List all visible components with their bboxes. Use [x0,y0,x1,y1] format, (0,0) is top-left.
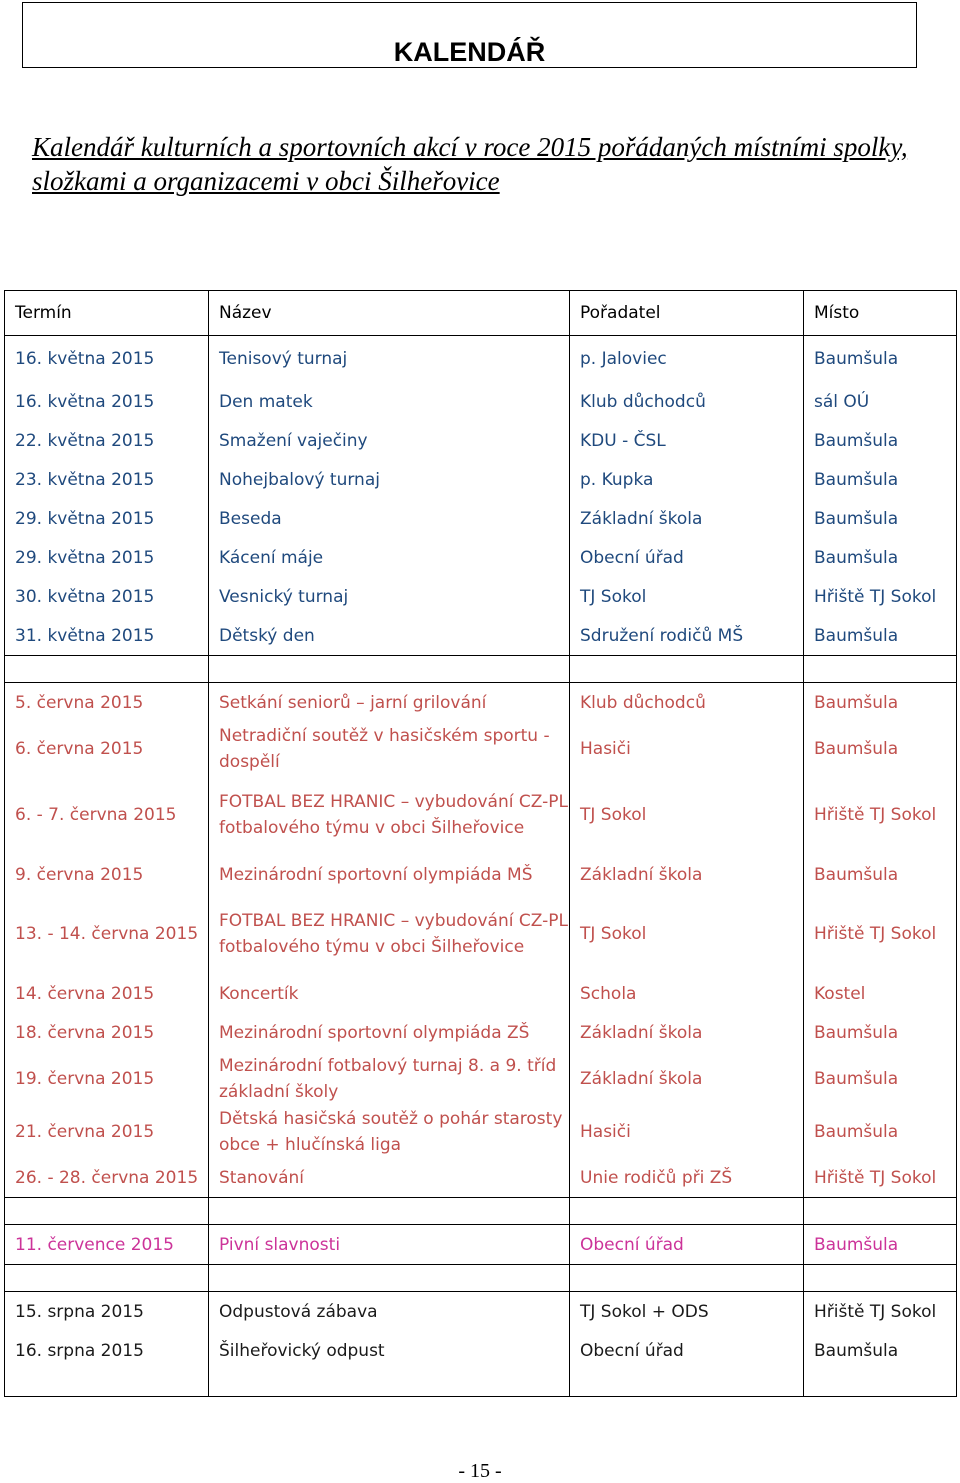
spacer-cell [570,656,804,683]
row-place: Baumšula [804,538,957,577]
row-organizer: TJ Sokol [570,894,804,974]
table-row [5,1331,957,1370]
table-row [5,775,957,855]
row-organizer: Základní škola [570,855,804,894]
row-organizer: Hasiči [570,722,804,775]
row-organizer: Unie rodičů při ZŠ [570,1158,804,1198]
row-date: 16. srpna 2015 [5,1331,209,1370]
row-name: Mezinárodní fotbalový turnaj 8. a 9. tříd základní školy [209,1052,570,1105]
row-name: Vesnický turnaj [209,577,570,616]
row-organizer: Obecní úřad [570,1225,804,1265]
table-row [5,577,957,616]
spacer-cell [804,656,957,683]
row-organizer: TJ Sokol [570,775,804,855]
page-number: - 15 - [458,1460,502,1482]
table-row [5,1105,957,1158]
row-place: Baumšula [804,421,957,460]
spacer-cell [5,1370,209,1397]
spacer-cell [804,1265,957,1292]
table-row [5,421,957,460]
row-name: Dětská hasičská soutěž o pohár starosty obce + hlučínská liga [209,1105,570,1158]
row-name: Nohejbalový turnaj [209,460,570,499]
table-header-row [5,291,957,336]
table-row [5,1292,957,1332]
row-name: Koncertík [209,974,570,1013]
spacer-cell [804,1198,957,1225]
table-row [5,1225,957,1265]
row-name: FOTBAL BEZ HRANIC – vybudování CZ-PL fotbalového týmu v obci Šilheřovice [209,894,570,974]
row-date: 9. června 2015 [5,855,209,894]
row-name: Kácení máje [209,538,570,577]
column-header-organizer: Pořadatel [570,291,804,336]
row-organizer: Základní škola [570,1052,804,1105]
row-organizer: Obecní úřad [570,538,804,577]
table-row [5,1052,957,1105]
row-place: sál OÚ [804,382,957,421]
row-place: Hřiště TJ Sokol [804,1292,957,1332]
row-place: Baumšula [804,1013,957,1052]
spacer-cell [209,656,570,683]
row-place: Hřiště TJ Sokol [804,775,957,855]
row-date: 6. - 7. června 2015 [5,775,209,855]
row-name: Pivní slavnosti [209,1225,570,1265]
column-header-name: Název [209,291,570,336]
row-organizer: KDU - ČSL [570,421,804,460]
row-organizer: Obecní úřad [570,1331,804,1370]
row-date: 16. května 2015 [5,382,209,421]
table-row [5,382,957,421]
row-place: Kostel [804,974,957,1013]
table-row [5,683,957,723]
row-name: Dětský den [209,616,570,656]
document-subtitle: Kalendář kulturních a sportovních akcí v roce 2015 pořádaných místními spolky, složkami a organizacemi v obci Šilheřovice [32,132,908,196]
row-organizer: Schola [570,974,804,1013]
table-row [5,499,957,538]
row-organizer: Hasiči [570,1105,804,1158]
row-organizer: TJ Sokol + ODS [570,1292,804,1332]
column-header-place: Místo [804,291,957,336]
row-date: 6. června 2015 [5,722,209,775]
table-row [5,1158,957,1198]
row-date: 16. května 2015 [5,336,209,383]
row-place: Hřiště TJ Sokol [804,1158,957,1198]
row-date: 15. srpna 2015 [5,1292,209,1332]
row-organizer: Klub důchodců [570,683,804,723]
row-place: Baumšula [804,336,957,383]
row-name: Smažení vaječiny [209,421,570,460]
row-date: 23. května 2015 [5,460,209,499]
row-place: Baumšula [804,1105,957,1158]
row-date: 30. května 2015 [5,577,209,616]
row-date: 22. května 2015 [5,421,209,460]
row-name: Šilheřovický odpust [209,1331,570,1370]
row-name: Mezinárodní sportovní olympiáda ZŠ [209,1013,570,1052]
row-date: 13. - 14. června 2015 [5,894,209,974]
spacer-cell [804,1370,957,1397]
table-row [5,855,957,894]
spacer-cell [5,656,209,683]
spacer-cell [209,1198,570,1225]
spacer-row [5,1198,957,1225]
spacer-cell [570,1198,804,1225]
spacer-cell [570,1370,804,1397]
column-header-date: Termín [5,291,209,336]
row-name: Den matek [209,382,570,421]
table-row [5,336,957,383]
row-organizer: p. Kupka [570,460,804,499]
table-row [5,538,957,577]
spacer-cell [5,1265,209,1292]
spacer-cell [209,1370,570,1397]
spacer-cell [570,1265,804,1292]
row-place: Baumšula [804,460,957,499]
calendar-table [4,290,957,1397]
row-place: Hřiště TJ Sokol [804,577,957,616]
row-name: Odpustová zábava [209,1292,570,1332]
row-name: Netradiční soutěž v hasičském sportu - dospělí [209,722,570,775]
row-organizer: Klub důchodců [570,382,804,421]
title-box [22,2,917,68]
row-organizer: Základní škola [570,499,804,538]
row-date: 19. června 2015 [5,1052,209,1105]
row-organizer: Sdružení rodičů MŠ [570,616,804,656]
row-place: Baumšula [804,1331,957,1370]
spacer-cell [5,1198,209,1225]
row-place: Baumšula [804,499,957,538]
row-name: Stanování [209,1158,570,1198]
row-date: 14. června 2015 [5,974,209,1013]
spacer-row [5,1370,957,1397]
row-place: Hřiště TJ Sokol [804,894,957,974]
row-name: FOTBAL BEZ HRANIC – vybudování CZ-PL fotbalového týmu v obci Šilheřovice [209,775,570,855]
row-date: 11. července 2015 [5,1225,209,1265]
row-place: Baumšula [804,1225,957,1265]
row-place: Baumšula [804,616,957,656]
row-name: Mezinárodní sportovní olympiáda MŠ [209,855,570,894]
table-row [5,460,957,499]
table-row [5,1013,957,1052]
row-date: 31. května 2015 [5,616,209,656]
row-date: 26. - 28. června 2015 [5,1158,209,1198]
row-place: Baumšula [804,1052,957,1105]
row-organizer: p. Jaloviec [570,336,804,383]
row-place: Baumšula [804,722,957,775]
row-name: Setkání seniorů – jarní grilování [209,683,570,723]
table-row [5,616,957,656]
row-date: 29. května 2015 [5,538,209,577]
spacer-cell [209,1265,570,1292]
row-date: 18. června 2015 [5,1013,209,1052]
row-name: Beseda [209,499,570,538]
spacer-row [5,1265,957,1292]
table-row [5,722,957,775]
row-date: 29. května 2015 [5,499,209,538]
page-title: KALENDÁŘ [393,37,546,67]
table-row [5,894,957,974]
row-place: Baumšula [804,855,957,894]
table-row [5,974,957,1013]
row-date: 5. června 2015 [5,683,209,723]
row-place: Baumšula [804,683,957,723]
row-name: Tenisový turnaj [209,336,570,383]
row-organizer: TJ Sokol [570,577,804,616]
spacer-row [5,656,957,683]
row-organizer: Základní škola [570,1013,804,1052]
row-date: 21. června 2015 [5,1105,209,1158]
